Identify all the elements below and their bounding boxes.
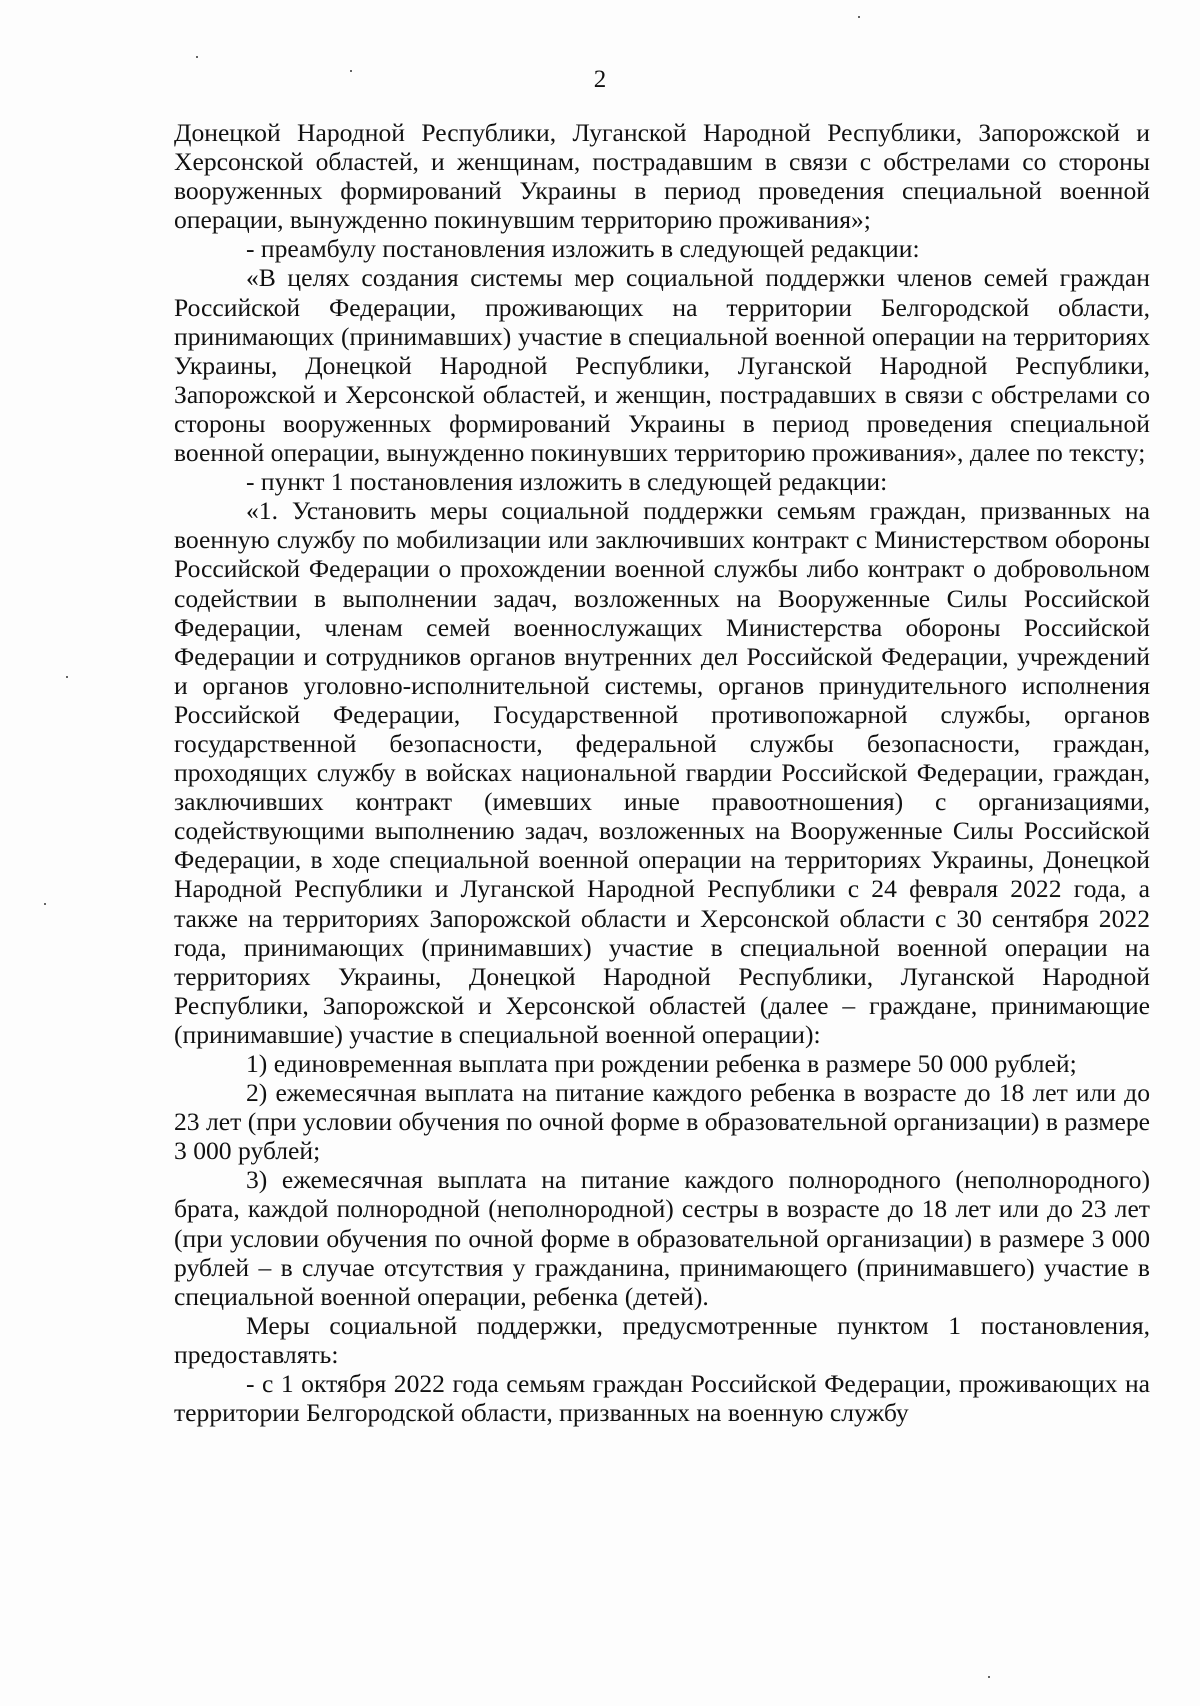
document-body [174,118,1150,1427]
scan-speck [858,16,860,18]
paragraph-9: Меры социальной поддержки, предусмотренные пунктом 1 постановления, предоставлять: [174,1310,1150,1369]
paragraph-4: - пункт 1 постановления изложить в следующей редакции: [246,467,888,497]
scan-speck [988,1676,990,1678]
paragraph-5: «1. Установить меры социальной поддержки семьям граждан, призванных на военную службу по мобилизации или заключивших контракт с Министерством обороны Российской Федерации о прохождении военной службы либо контракт о добровольном содействии в выполнении задач, возложенных на Вооруженные Силы Российской Федерации, членам семей военнослужащих Министерства обороны Российской Федерации и сотрудников органов внутренних дел Российской Федерации, учреждений и органов уголовно-исполнительной системы, органов принудительного исполнения Российской Федерации, Государственной противопожарной службы, органов государственной безопасности, федеральной службы безопасности, граждан, проходящих службу в войсках национальной гвардии Российской Федерации, граждан, заключивших контракт (имевших иные правоотношения) с организациями, содействующими выполнению задач, возложенных на Вооруженные Силы Российской Федерации, в ходе специальной военной операции на территориях Украины, Донецкой Народной Республики и Луганской Народной Республики с 24 февраля 2022 года, а также на территориях Запорожской области и Херсонской области с 30 сентября 2022 года, принимающих (принимавших) участие в специальной военной операции на территориях Украины, Донецкой Народной Республики, Луганской Народной Республики, Запорожской и Херсонской областей (далее – граждане, принимающие (принимавшие) участие в специальной военной операции): [174,496,1150,1049]
paragraph-8: 3) ежемесячная выплата на питание каждого полнородного (неполнородного) брата, каждой полнородной (неполнородной) сестры в возрасте до 18 лет или до 23 лет (при условии обучения по очной форме в образовательной организации) в размере 3 000 рублей – в случае отсутствия у гражданина, принимающего (принимавшего) участие в специальной военной операции, ребенка (детей). [174,1165,1150,1311]
paragraph-3: «В целях создания системы мер социальной поддержки членов семей граждан Российской Федерации, проживающих на территории Белгородской области, принимающих (принимавших) участие в специальной военной операции на территориях Украины, Донецкой Народной Республики, Луганской Народной Республики, Запорожской и Херсонской областей, и женщин, пострадавших в связи с обстрелами со стороны вооруженных формирований Украины в период проведения специальной военной операции, вынужденно покинувших территорию проживания», далее по тексту; [174,263,1150,468]
paragraph-6: 1) единовременная выплата при рождении ребенка в размере 50 000 рублей; [246,1049,1077,1078]
paragraph-10: - с 1 октября 2022 года семьям граждан Российской Федерации, проживающих на территории Белгородской области, призванных на военную службу [174,1369,1150,1428]
page-number: 2 [593,66,607,93]
paragraph-7: 2) ежемесячная выплата на питание каждого ребенка в возрасте до 18 лет или до 23 лет (при условии обучения по очной форме в образовательной организации) в размере 3 000 рублей; [174,1078,1150,1166]
scan-speck [196,56,198,58]
scan-speck [44,903,46,905]
paragraph-1: Донецкой Народной Республики, Луганской Народной Республики, Запорожской и Херсонской областей, и женщинам, пострадавшим в связи с обстрелами со стороны вооруженных формирований Украины в период проведения специальной военной операции, вынужденно покинувшим территорию проживания»; [174,118,1150,235]
paragraph-2: - преамбулу постановления изложить в следующей редакции: [246,234,920,264]
scan-speck [66,676,68,678]
scan-speck [350,70,352,72]
